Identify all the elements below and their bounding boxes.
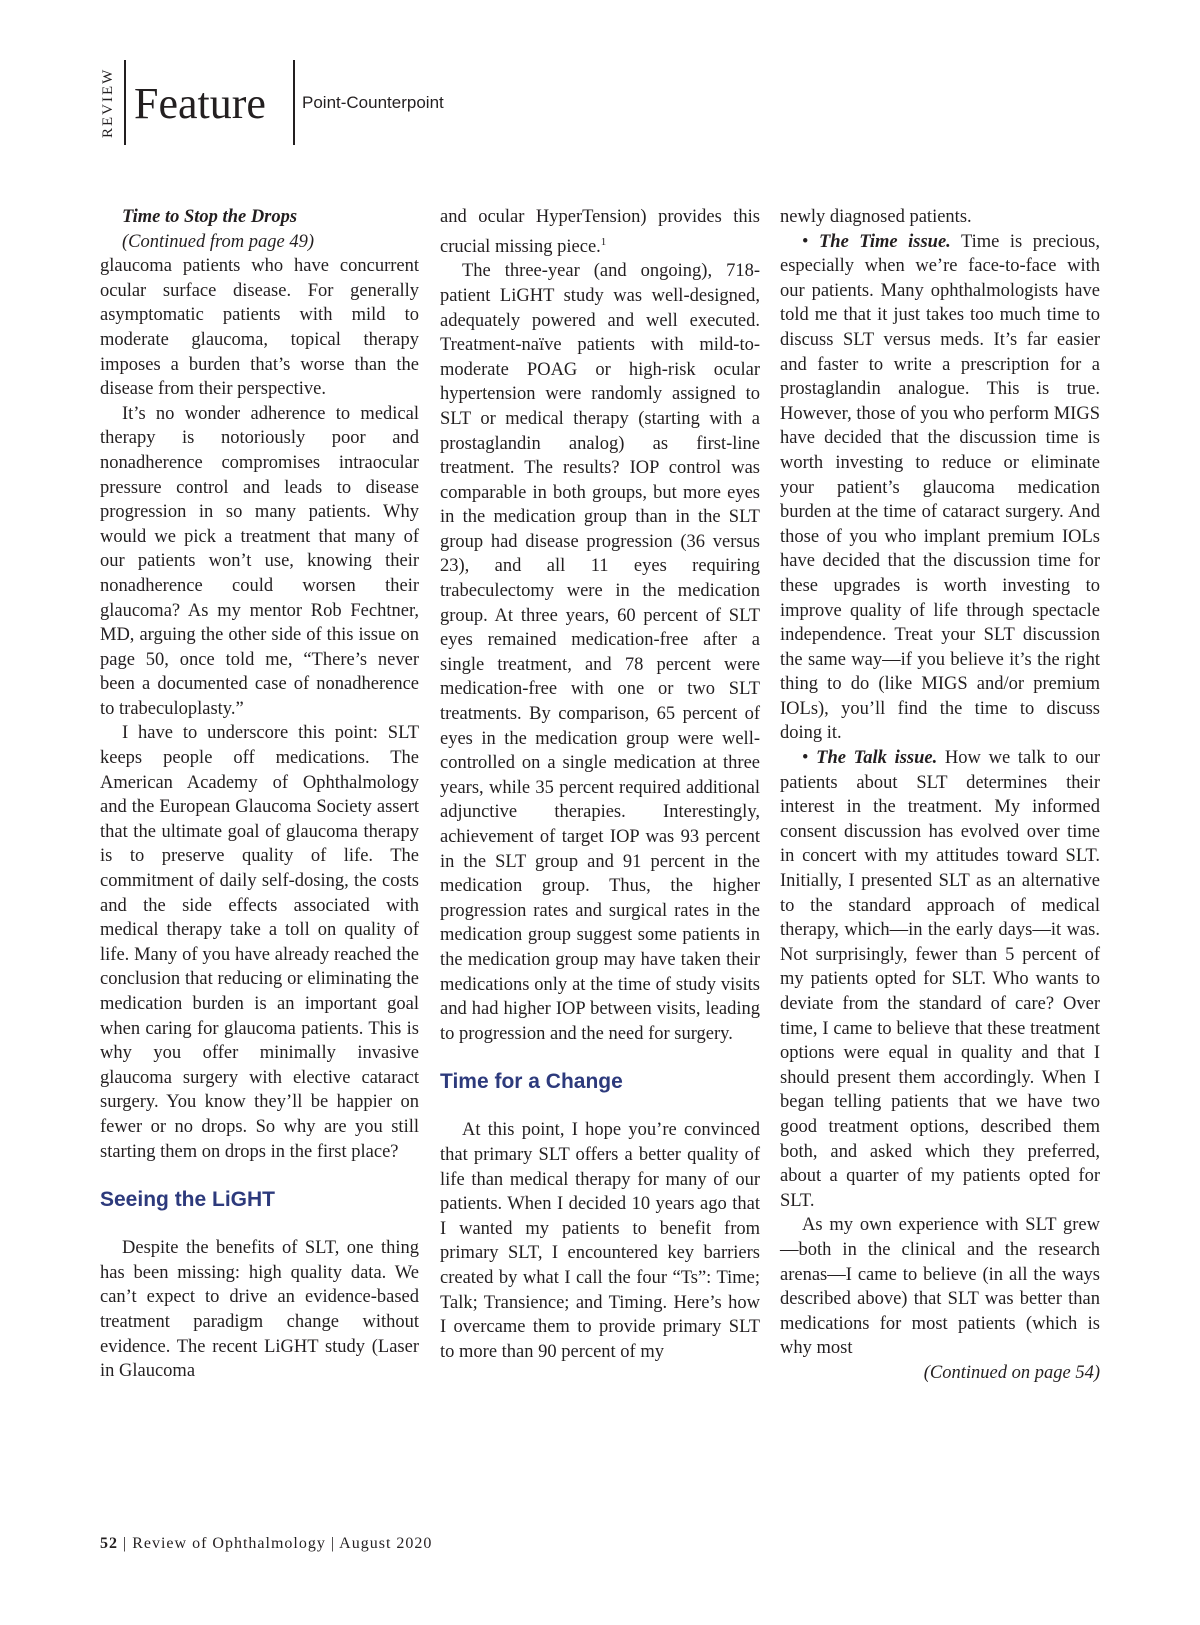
paragraph: glaucoma patients who have concurrent ocular surface disease. For generally asymptomatic patients with mild to moderate glaucoma, topical therapy imposes a burden that’s worse than the disease from their perspective. xyxy=(100,256,419,400)
paragraph-time-issue xyxy=(780,230,1100,746)
footnote-ref: 1 xyxy=(600,235,607,248)
paragraph: At this point, I hope you’re convinced that primary SLT offers a better quality of life than medical therapy for many of our patients. When I decided 10 years ago that I wanted my patients to benefit from primary SLT, I encountered key barriers created by what I call the four “Ts”: Time; Talk; Transience; and Timing. Here’s how I overcame them to provide primary SLT to more than 90 percent of my xyxy=(440,1120,760,1362)
continued-on: (Continued on page 54) xyxy=(923,1362,1100,1383)
column-3 xyxy=(780,205,1100,1386)
header-divider-left xyxy=(124,60,126,145)
paragraph: I have to underscore this point: SLT keeps people off medications. The American Academy of Ophthalmology and the European Glaucoma Society assert that the ultimate goal of glaucoma therapy is to preserve quality of life. The commitment of daily self-dosing, the costs and the side effects associated with medical therapy take a toll on quality of life. Many of you have already reached the conclusion that reducing or eliminating the medication burden is an important goal when caring for glaucoma patients. This is why you offer minimally invasive glaucoma surgery with elective cataract surgery. You know they’ll be happier on fewer or no drops. So why are you still starting them on drops in the first place? xyxy=(100,723,419,1162)
bullet: • xyxy=(802,231,819,252)
paragraph: It’s no wonder adherence to medical therapy is notoriously poor and nonadherence compromises intraocular pressure control and leads to disease progression in so many patients. Why would we pick a treatment that many of our patients won’t use, knowing their nonadherence could worsen their glaucoma? As my mentor Rob Fechtner, MD, arguing the other side of this issue on page 50, once told me, “There’s never been a documented case of nonadherence to trabeculoplasty.” xyxy=(100,403,419,719)
footer-separator: | xyxy=(118,1535,133,1552)
section-label: Point-Counterpoint xyxy=(302,93,444,112)
paragraph-text: and ocular HyperTension) provides this crucial missing piece. xyxy=(440,207,760,257)
paragraph: The three-year (and ongoing), 718-patient LiGHT study was well-designed, adequately powered and well executed. Treatment-naïve patients with mild-to-moderate POAG or high-risk ocular hypertension were randomly assigned to SLT or medical therapy (starting with a prostaglandin analog) as first-line treatment. The results? IOP control was comparable in both groups, but more eyes in the medication group than in the SLT group had disease progression (36 versus 23), and all 11 eyes requiring trabeculectomy were in the medication group. At three years, 60 percent of SLT eyes remained medication-free after a single treatment, and 78 percent were medication-free with one or two SLT treatments. By comparison, 65 percent of eyes in the medication group were well-controlled on a single medication at three years, while 35 percent required additional adjunctive therapies. Interestingly, achievement of target IOP was 93 percent in the SLT group and 91 percent in the medication group. Thus, the higher progression rates and surgical rates in the medication group suggest some patients in the medication group may have taken their medications only at the time of study visits and had higher IOP between visits, leading to progression and the need for surgery. xyxy=(440,261,760,1044)
page-number: 52 xyxy=(100,1535,118,1552)
talk-issue-label: The Talk issue. xyxy=(816,748,938,769)
footer-separator: | xyxy=(325,1535,340,1552)
feature-label: Feature xyxy=(134,79,266,128)
column-1 xyxy=(100,205,419,1384)
header-divider-right xyxy=(293,60,295,145)
paragraph-text: How we talk to our patients about SLT determines their interest in the treatment. My informed consent discussion has evolved over time in concert with my attitudes toward SLT. Initially, I presented SLT as an alternative to the standard approach of medical therapy, which—in the early days—it was. Not surprisingly, fewer than 5 percent of my patients opted for SLT. Who wants to deviate from the standard of care? Over time, I came to believe that these treatment options were equal in quality and that I should present them accordingly. When I began telling patients that we have two good treatment options, described them both, and asked which they preferred, about a quarter of my patients opted for SLT. xyxy=(780,748,1100,1211)
paragraph xyxy=(440,205,760,259)
review-label: REVIEW xyxy=(100,67,116,138)
paragraph: Despite the benefits of SLT, one thing has been missing: high quality data. We can’t expect to drive an evidence-based treatment paradigm change without evidence. The recent LiGHT study (Laser in Glaucoma xyxy=(100,1238,419,1382)
subhead-time-for-a-change: Time for a Change xyxy=(440,1070,623,1094)
paragraph-talk-issue xyxy=(780,746,1100,1213)
journal-name: Review of Ophthalmology xyxy=(132,1535,326,1552)
subhead-seeing-the-light: Seeing the LiGHT xyxy=(100,1188,276,1212)
page-footer xyxy=(100,1535,432,1553)
issue-date: August 2020 xyxy=(339,1535,433,1552)
article-kicker: Time to Stop the Drops xyxy=(122,207,298,227)
paragraph: newly diagnosed patients. xyxy=(780,207,972,227)
continued-from: (Continued from page 49) xyxy=(122,231,315,252)
time-issue-label: The Time issue. xyxy=(818,231,951,252)
paragraph: As my own experience with SLT grew—both in the clinical and the research arenas—I came to believe (in all the ways described above) that SLT was better than medications for most patients (which is why most xyxy=(780,1215,1100,1359)
paragraph-text: Time is precious, especially when we’re face-to-face with our patients. Many ophthalmologists have told me that it just takes too much time to discuss SLT versus meds. It’s far easier and faster to write a prescription for a prostaglandin analogue. This is true. However, those of you who perform MIGS have decided that the discussion time is worth investing to reduce or eliminate your patient’s glaucoma medication burden at the time of cataract surgery. And those of you who implant premium IOLs have decided that the discussion time for these upgrades is worth investing to improve quality of life through spectacle independence. Treat your SLT discussion the same way—if you believe it’s the right thing to do (like MIGS and/or premium IOLs), you’ll find the time to discuss doing it. xyxy=(780,231,1100,744)
column-2 xyxy=(440,205,760,1364)
bullet: • xyxy=(802,748,817,769)
